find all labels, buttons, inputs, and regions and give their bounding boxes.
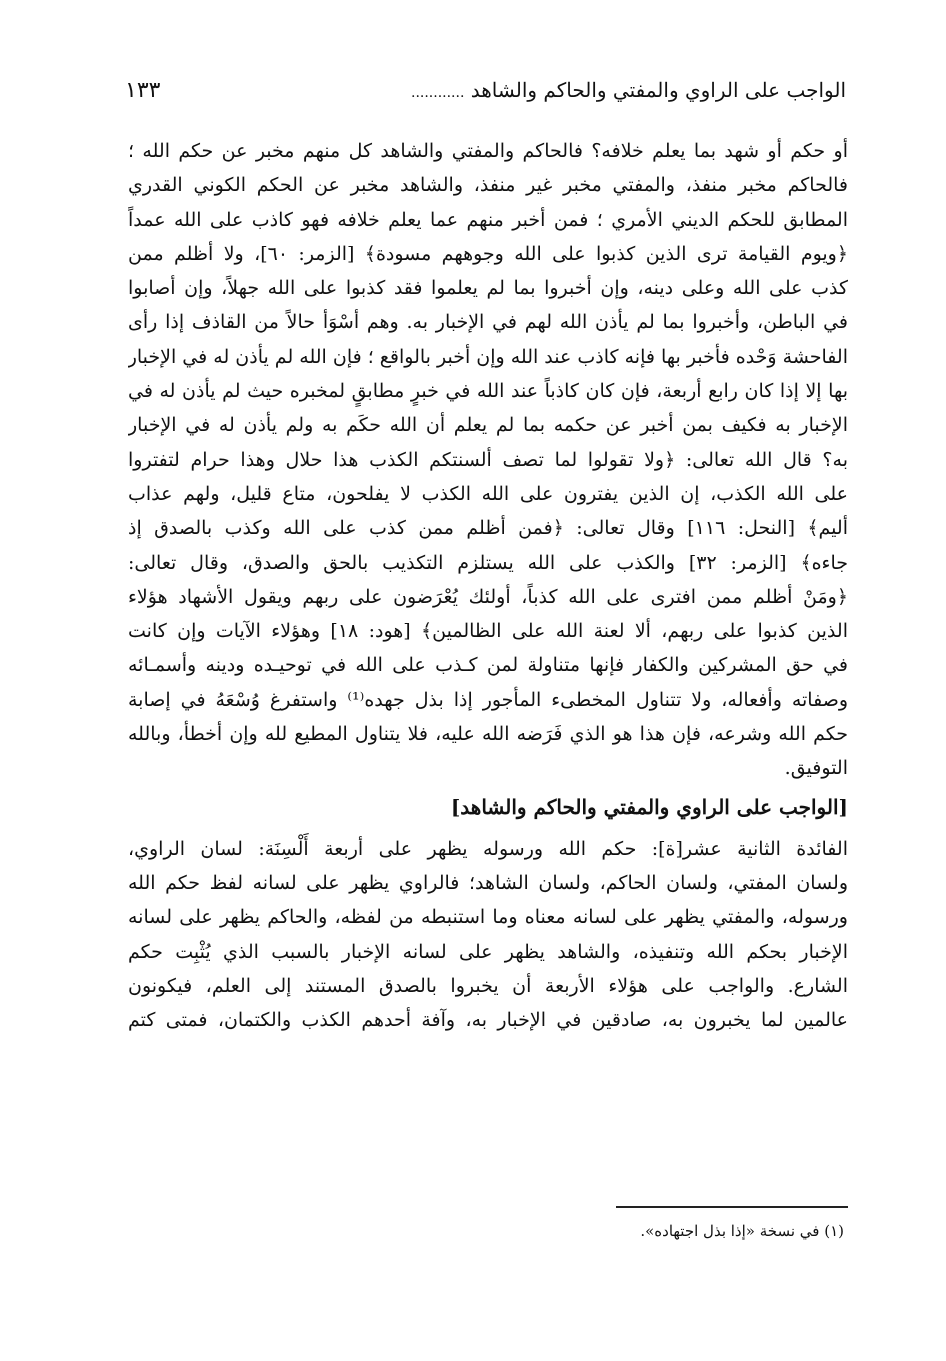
running-title xyxy=(411,78,846,102)
text-line: بها إلا إذا كان رابع أربعة، فإن كان كاذباً عند الله في خبرٍ مطابقٍ لمخبره حيث لم يأذن له في xyxy=(128,380,848,403)
text-line: ولسان المفتي، ولسان الحاكم، ولسان الشاهد؛ فالراوي يظهر على لسانه لفظ حكم الله xyxy=(128,871,848,894)
text-line: ﴿ويوم القيامة ترى الذين كذبوا على الله وجوههم مسودة﴾ [الزمر: ٦٠]، ولا أظلم ممن xyxy=(128,242,848,265)
text-line: حكم الله وشرعه، فإن هذا هو الذي فَرَضه الله عليه، فلا يتناول المطيع لله وإن أخطأ، وبالله xyxy=(128,723,848,746)
footnote: (١) في نسخة «إذا بذل اجتهاده». xyxy=(640,1222,844,1240)
text-line: الذين كذبوا على ربهم، ألا لعنة الله على الظالمين﴾ [هود: ١٨] وهؤلاء الآيات وإن كانت xyxy=(128,620,848,643)
text-line: الفاحشة وَحْده فأخبر بها فإنه كاذب عند الله وإن أخبر بالواقع ؛ فإن الله لم يأذن له في الإخبار xyxy=(128,345,848,368)
running-header xyxy=(125,78,846,108)
text-line: المطابق للحكم الديني الأمري ؛ فمن أخبر منهم عما يعلم خلافه فهو كاذب على الله عمداً xyxy=(128,208,848,231)
text-line: وصفاته وأفعاله، ولا تتناول المخطىء المأجور إذا بذل جهده⁽¹⁾ واستفرغ وُسْعَهُ في إصابة xyxy=(128,688,848,711)
text-line: التوفيق. xyxy=(784,757,848,780)
text-line: به؟ قال الله تعالى: ﴿ولا تقولوا لما تصف ألسنتكم الكذب هذا حلال وهذا حرام لتفتروا xyxy=(128,448,848,471)
text-line: جاءه﴾ [الزمر: ٣٢] والكذب على الله يستلزم التكذيب بالحق والصدق، وقال تعالى: xyxy=(128,551,848,574)
text-line: الفائدة الثانية عشر[ة]: حكم الله ورسوله يظهر على أربعة أَلْسِنَة: لسان الراوي، xyxy=(128,837,848,860)
running-title-text: الواجب على الراوي والمفتي والحاكم والشاهد xyxy=(470,78,846,102)
text-line: على الله الكذب، إن الذين يفترون على الله الكذب لا يفلحون، متاع قليل، ولهم عذاب xyxy=(128,482,848,505)
body-text xyxy=(128,134,848,1037)
text-line: أليم﴾ [النحل: ١١٦] وقال تعالى: ﴿فمن أظلم ممن كذب على الله وكذب بالصدق إذ xyxy=(128,517,848,540)
text-line: كذب على الله وعلى دينه، وإن أخبروا بما لم يعلموا فقد كذبوا على الله جهلاً، وإن أصابوا xyxy=(128,277,848,300)
text-line: في حق المشركين والكفار فإنها متناولة لمن كـذب على الله في توحيـده ودينه وأسمـائه xyxy=(128,654,848,677)
text-line: ورسوله، والمفتي يظهر على لسانه معناه وما استنبطه من لفظه، والحاكم يظهر على لسانه xyxy=(128,906,848,929)
text-line: أو حكم أو شهد بما يعلم خلافه؟ فالحاكم والمفتي والشاهد كل منهم مخبر عن حكم الله ؛ xyxy=(128,140,848,162)
text-line: الإخبار به فكيف بمن أخبر عن حكمه بما لم يعلم أن الله حكَم به ولم يأذن له في الإخبار xyxy=(128,414,848,437)
footnote-divider xyxy=(616,1206,848,1208)
text-line: الشارع. والواجب على هؤلاء الأربعة أن يخبروا بالصدق المستند إلى العلم، فيكونون xyxy=(128,974,848,997)
running-title-dots: ............ xyxy=(411,85,465,101)
paragraph-2 xyxy=(128,832,848,1038)
text-line: فالحاكم مخبر منفذ، والمفتي مخبر غير منفذ، والشاهد مخبر عن الحكم الكوني القدري xyxy=(128,174,848,197)
text-line: في الباطن، وأخبروا بما لم يأذن الله لهم في الإخبار به. وهم أسْوَأ حالاً من القاذف إذا رأى xyxy=(128,311,848,334)
text-line: عالمين لما يخبرون به، صادقين في الإخبار به، وآفة أحدهم الكذب والكتمان، فمتى كتم xyxy=(128,1009,848,1032)
section-heading: [الواجب على الراوي والمفتي والحاكم والشاهد] xyxy=(450,794,848,819)
paragraph-1 xyxy=(128,134,848,786)
text-line: ﴿ومَنْ أظلم ممن افترى على الله كذباً، أولئك يُعْرَضون على ربهم ويقول الأشهاد هؤلاء xyxy=(128,585,848,608)
page-number: ١٣٣ xyxy=(125,78,161,103)
text-line: الإخبار بحكم الله وتنفيذه، والشاهد يظهر على لسانه الإخبار بالسبب الذي يُثْبِت حكم xyxy=(128,940,848,963)
